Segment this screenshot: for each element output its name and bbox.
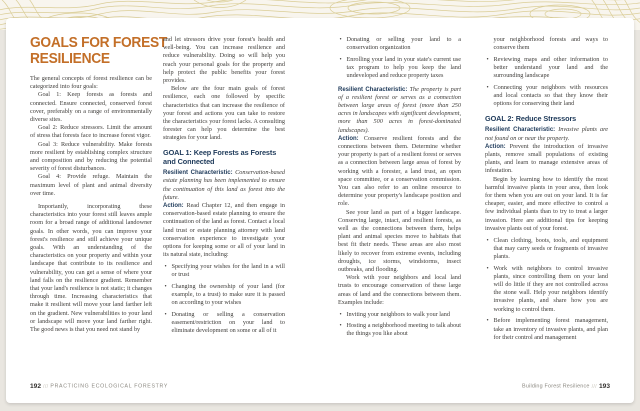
action-label: Action: xyxy=(338,135,359,142)
resilient-characteristic-label: Resilient Characteristic: xyxy=(338,86,408,93)
list-item: • Reviewing maps and other information to better understand your land and the surrounding landscape xyxy=(485,56,608,81)
page-title xyxy=(30,35,168,67)
footer-right xyxy=(522,383,610,390)
resilient-characteristic-2-text: The property is part of a resilient forest or serves as a connection between large areas of forest (more than 250 acres in landscapes with significant development, more than 500 acres in forest-dominated landscapes). xyxy=(338,85,461,134)
book-spread xyxy=(6,18,634,403)
chapter-title-footer: Building Forest Resilience xyxy=(522,383,590,390)
book-title-footer: PRACTICING ECOLOGICAL FORESTRY xyxy=(50,383,168,390)
resilient-characteristic-1 xyxy=(163,169,285,202)
resilient-characteristic-3-text: Invasive plants are not found on or near the property. xyxy=(485,126,609,142)
list-item: • Inviting your neighbors to walk your land xyxy=(338,311,461,319)
below-goals-paragraph: Below are the four main goals of forest resilience, each one followed by specific characteristics that can increase the resilience of your forest and actions you can take to restore the characteristics your forest lacks. A consulting forester can help you determine the best strategies for your land. xyxy=(163,85,285,142)
action-1-text: Read Chapter 12, and then engage in conservation-based estate planning to ensure the continuation of the land as forest. Contact a local land trust or estate planning attorney with land conservation experience to investigate your options for keeping some or all of your land in its natural state, including: xyxy=(163,202,285,259)
list-item: • Hosting a neighborhood meeting to talk about the things you like about xyxy=(338,322,461,338)
list-item: • Connecting your neighbors with resources and local contacts so that they know their options for conserving their land xyxy=(485,84,608,109)
goal-2-summary: Goal 2: Reduce stressors. Limit the amount of stress that forests face to increase forest vigor. xyxy=(30,124,152,140)
action-1 xyxy=(163,202,285,259)
goal-1-summary: Goal 1: Keep forests as forests and connected. Ensure connected, conserved forest cover, preferably on a range of environmentally diverse sites. xyxy=(30,91,152,124)
action-3 xyxy=(485,143,608,176)
right-page-column-2 xyxy=(485,36,608,342)
continuation-paragraph: and let stressors drive your forest's health and well-being. You can increase resilience and reduce vulnerability. Doing so will help you reach your personal goals for the property and help protect the public benefits your forest provides. xyxy=(163,36,285,85)
footer-left xyxy=(30,383,168,390)
page-title-line1: GOALS FOR FOREST xyxy=(30,35,168,51)
footer-separator: /// xyxy=(591,383,597,390)
goal-1-heading: GOAL 1: Keep Forests as Forests and Connected xyxy=(163,148,277,166)
page-number-right: 193 xyxy=(598,383,610,390)
intro-paragraph: The general concepts of forest resilience can be categorized into four goals: xyxy=(30,75,152,91)
resilient-characteristic-3 xyxy=(485,126,608,142)
goal-2-heading: GOAL 2: Reduce Stressors xyxy=(485,114,577,124)
action-3-text: Prevent the introduction of invasive plants, remove small populations of existing plants, and learn to manage extensive areas of infestation. xyxy=(485,142,608,175)
list-item: • Specifying your wishes for the land in a will or trust xyxy=(163,263,285,279)
list-item: • Enrolling your land in your state's current use tax program to help you keep the land undeveloped and reduce property taxes xyxy=(338,56,461,81)
action-label: Action: xyxy=(485,143,506,150)
resilient-characteristic-2 xyxy=(338,86,461,135)
action-2-text: Conserve resilient forests and the connections between them. Determine whether your property is part of a resilient forest or serves as a connection between large areas of forest by working with a forester, a land trust, an open space committee, or a conservation commission. You can also refer to an online resource to determine your property's landscape position and role. xyxy=(338,134,462,208)
list-item-continuation: your neighborhood forests and ways to conserve them xyxy=(493,36,608,52)
list-item: • Donating or selling your land to a conservation organization xyxy=(338,36,461,52)
begin-by-learning-paragraph: Begin by learning how to identify the most harmful invasive plants in your area, then look for them when you are out on your land. It is far cheaper, easier, and more effective to control a few individual plants than to try to treat a larger invasion. Here are additional tips for keeping invasive plants out of your forest. xyxy=(485,175,608,232)
resilient-characteristic-label: Resilient Characteristic: xyxy=(485,127,556,134)
list-item: • Changing the ownership of your land (for example, to a trust) to make sure it is passed on according to your wishes xyxy=(163,283,285,308)
see-your-land-paragraph: See your land as part of a bigger landscape. Conserving large, intact, and resilient forests, as well as the connections between them, helps plant and animal species move to habitats that best fit their needs. These areas are also most likely to recover from extreme events, including droughts, ice storms, windstorms, insect outbreaks, and flooding. xyxy=(338,208,461,273)
action-2 xyxy=(338,135,461,209)
resilient-characteristic-label: Resilient Characteristic: xyxy=(163,170,233,177)
list-item: • Work with neighbors to control invasive plants, since controlling them on your land will do little if they are not controlled across the stone wall. Help your neighbors identify invasive plants, and share how you are working to control them. xyxy=(485,265,608,314)
footer-separator: /// xyxy=(43,383,49,390)
left-page-column-1 xyxy=(30,35,168,334)
list-item: • Before implementing forest management, take an inventory of invasive plants, and plan for their control and management xyxy=(485,317,608,342)
list-item: • Clean clothing, boots, tools, and equipment that may carry seeds or fragments of invasive plants. xyxy=(485,237,608,262)
left-page-column-2 xyxy=(163,36,285,336)
list-item: • Donating or selling a conservation easement/restriction on your land to eliminate development on some or all of it xyxy=(163,311,285,336)
page-number-left: 192 xyxy=(30,383,42,390)
resilient-characteristic-1-text: Conservation-based estate planning has been implemented to ensure the continuation of this land as forest into the future. xyxy=(163,169,285,201)
work-with-neighbors-paragraph: Work with your neighbors and local land trusts to encourage conservation of these large areas of land and the connections between them. Examples include: xyxy=(338,274,461,306)
action-label: Action: xyxy=(163,203,184,210)
importantly-paragraph: Importantly, incorporating these characteristics into your forest still leaves ample room for a broad range of additional landowner goals. In other words, you can improve your forest's resilience and still achieve your unique goals. With an understanding of the characteristics on your property and within your landscape that contribute to its resilience and vulnerability, you can get a sense of where your land falls on the resilience gradient. Remember that your land's resilience is not static; it changes through time. Increasing characteristics that make it resilient will move your land farther left on the gradient. New vulnerabilities to your land or landscape will move your land farther right. The good news is that you need not stand by xyxy=(30,203,152,334)
page-title-line2: RESILIENCE xyxy=(30,50,110,67)
goal-4-summary: Goal 4: Provide refuge. Maintain the maximum level of plant and animal diversity over time. xyxy=(30,173,152,197)
right-page-column-1 xyxy=(338,36,461,339)
goal-3-summary: Goal 3: Reduce vulnerability. Make forests more resilient by establishing complex structure and composition and by reducing the potential severity of forest disturbances. xyxy=(30,140,152,173)
